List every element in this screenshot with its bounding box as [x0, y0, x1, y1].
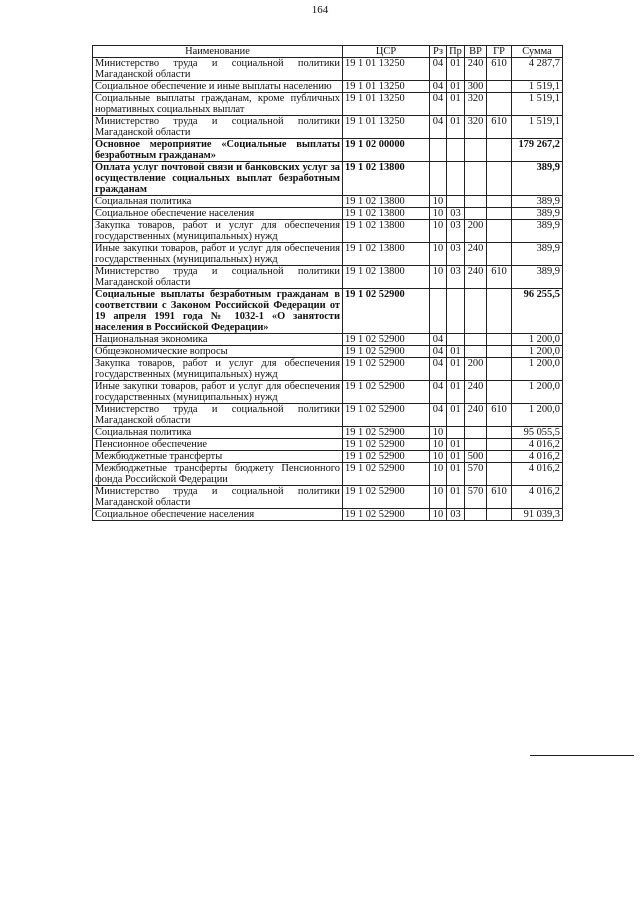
cell-rz — [430, 162, 447, 196]
cell-vr — [465, 289, 487, 334]
cell-csr: 19 1 02 00000 — [343, 139, 430, 162]
cell-csr: 19 1 02 52900 — [343, 334, 430, 346]
cell-gr — [487, 427, 512, 439]
cell-csr: 19 1 01 13250 — [343, 81, 430, 93]
table-row — [93, 289, 563, 334]
cell-name: Оплата услуг почтовой связи и банковских услуг за осуществление социальных выплат безработным гражданам — [93, 162, 343, 196]
cell-rz: 04 — [430, 93, 447, 116]
cell-rz: 04 — [430, 334, 447, 346]
cell-pr: 03 — [447, 243, 465, 266]
cell-gr — [487, 208, 512, 220]
cell-pr: 01 — [447, 346, 465, 358]
cell-vr: 240 — [465, 58, 487, 81]
cell-rz: 04 — [430, 358, 447, 381]
table-row — [93, 220, 563, 243]
cell-name: Закупка товаров, работ и услуг для обеспечения государственных (муниципальных) нужд — [93, 220, 343, 243]
cell-rz: 04 — [430, 81, 447, 93]
header-sum: Сумма — [512, 46, 563, 58]
table-row — [93, 196, 563, 208]
budget-table — [92, 45, 563, 521]
cell-csr: 19 1 02 52900 — [343, 439, 430, 451]
table-row — [93, 346, 563, 358]
cell-rz: 10 — [430, 451, 447, 463]
cell-csr: 19 1 02 13800 — [343, 208, 430, 220]
header-pr: Пр — [447, 46, 465, 58]
cell-vr — [465, 427, 487, 439]
cell-name: Министерство труда и социальной политики Магаданской области — [93, 266, 343, 289]
header-csr: ЦСР — [343, 46, 430, 58]
cell-vr — [465, 346, 487, 358]
cell-name: Межбюджетные трансферты бюджету Пенсионного фонда Российской Федерации — [93, 463, 343, 486]
cell-vr: 200 — [465, 220, 487, 243]
cell-name: Межбюджетные трансферты — [93, 451, 343, 463]
cell-gr — [487, 243, 512, 266]
cell-sum: 1 200,0 — [512, 346, 563, 358]
cell-csr: 19 1 02 52900 — [343, 451, 430, 463]
cell-gr — [487, 289, 512, 334]
cell-pr: 03 — [447, 509, 465, 521]
cell-pr: 01 — [447, 81, 465, 93]
table-row — [93, 162, 563, 196]
cell-rz — [430, 289, 447, 334]
cell-vr: 570 — [465, 486, 487, 509]
cell-gr — [487, 346, 512, 358]
cell-sum: 4 016,2 — [512, 451, 563, 463]
cell-gr — [487, 358, 512, 381]
cell-gr: 610 — [487, 266, 512, 289]
cell-rz: 10 — [430, 439, 447, 451]
cell-vr: 570 — [465, 463, 487, 486]
table-row — [93, 404, 563, 427]
cell-pr: 03 — [447, 208, 465, 220]
cell-gr — [487, 439, 512, 451]
cell-sum: 1 519,1 — [512, 81, 563, 93]
cell-sum: 1 519,1 — [512, 93, 563, 116]
cell-name: Социальное обеспечение и иные выплаты населению — [93, 81, 343, 93]
table-row — [93, 266, 563, 289]
cell-pr: 03 — [447, 266, 465, 289]
cell-name: Закупка товаров, работ и услуг для обеспечения государственных (муниципальных) нужд — [93, 358, 343, 381]
cell-csr: 19 1 02 13800 — [343, 266, 430, 289]
cell-rz: 10 — [430, 196, 447, 208]
table-row — [93, 451, 563, 463]
table-header-row — [93, 46, 563, 58]
cell-name: Министерство труда и социальной политики Магаданской области — [93, 404, 343, 427]
cell-name: Министерство труда и социальной политики Магаданской области — [93, 58, 343, 81]
header-vr: ВР — [465, 46, 487, 58]
cell-pr: 01 — [447, 451, 465, 463]
cell-vr: 320 — [465, 93, 487, 116]
cell-vr: 300 — [465, 81, 487, 93]
cell-pr: 01 — [447, 93, 465, 116]
cell-vr — [465, 196, 487, 208]
cell-sum: 389,9 — [512, 243, 563, 266]
cell-csr: 19 1 02 52900 — [343, 427, 430, 439]
cell-rz: 10 — [430, 463, 447, 486]
table-row — [93, 208, 563, 220]
cell-pr — [447, 427, 465, 439]
cell-pr — [447, 162, 465, 196]
cell-pr — [447, 139, 465, 162]
table-row — [93, 116, 563, 139]
cell-rz: 10 — [430, 486, 447, 509]
cell-name: Социальная политика — [93, 196, 343, 208]
cell-name: Социальное обеспечение населения — [93, 509, 343, 521]
cell-pr: 01 — [447, 358, 465, 381]
cell-pr: 01 — [447, 463, 465, 486]
footer-rule — [530, 755, 634, 756]
cell-sum: 95 055,5 — [512, 427, 563, 439]
cell-name: Национальная экономика — [93, 334, 343, 346]
cell-vr — [465, 439, 487, 451]
cell-vr: 500 — [465, 451, 487, 463]
cell-gr — [487, 463, 512, 486]
table-row — [93, 93, 563, 116]
cell-vr: 240 — [465, 404, 487, 427]
table-row — [93, 509, 563, 521]
cell-sum: 389,9 — [512, 162, 563, 196]
cell-csr: 19 1 01 13250 — [343, 58, 430, 81]
cell-vr — [465, 139, 487, 162]
cell-sum: 4 016,2 — [512, 463, 563, 486]
cell-vr: 240 — [465, 243, 487, 266]
cell-rz: 04 — [430, 381, 447, 404]
cell-name: Иные закупки товаров, работ и услуг для обеспечения государственных (муниципальных) нужд — [93, 243, 343, 266]
cell-pr: 03 — [447, 220, 465, 243]
cell-name: Основное мероприятие «Социальные выплаты безработным гражданам» — [93, 139, 343, 162]
cell-pr: 01 — [447, 404, 465, 427]
cell-gr — [487, 81, 512, 93]
cell-gr — [487, 162, 512, 196]
cell-csr: 19 1 02 52900 — [343, 358, 430, 381]
cell-gr — [487, 196, 512, 208]
cell-csr: 19 1 02 13800 — [343, 220, 430, 243]
cell-name: Социальные выплаты гражданам, кроме публичных нормативных социальных выплат — [93, 93, 343, 116]
cell-sum: 1 200,0 — [512, 358, 563, 381]
cell-sum: 4 016,2 — [512, 486, 563, 509]
table-row — [93, 334, 563, 346]
cell-sum: 179 267,2 — [512, 139, 563, 162]
cell-rz: 10 — [430, 427, 447, 439]
table-body — [93, 58, 563, 521]
cell-sum: 389,9 — [512, 266, 563, 289]
cell-csr: 19 1 02 13800 — [343, 162, 430, 196]
cell-gr — [487, 139, 512, 162]
cell-name: Иные закупки товаров, работ и услуг для обеспечения государственных (муниципальных) нужд — [93, 381, 343, 404]
table-row — [93, 58, 563, 81]
header-gr: ГР — [487, 46, 512, 58]
cell-pr — [447, 334, 465, 346]
cell-sum: 4 016,2 — [512, 439, 563, 451]
cell-vr: 320 — [465, 116, 487, 139]
cell-name: Министерство труда и социальной политики Магаданской области — [93, 486, 343, 509]
cell-name: Социальное обеспечение населения — [93, 208, 343, 220]
cell-vr — [465, 509, 487, 521]
cell-gr — [487, 509, 512, 521]
cell-sum: 389,9 — [512, 208, 563, 220]
cell-csr: 19 1 02 52900 — [343, 463, 430, 486]
cell-pr: 01 — [447, 439, 465, 451]
table-row — [93, 243, 563, 266]
table-row — [93, 358, 563, 381]
cell-csr: 19 1 02 52900 — [343, 381, 430, 404]
table-row — [93, 427, 563, 439]
cell-rz: 10 — [430, 220, 447, 243]
table-row — [93, 81, 563, 93]
cell-rz: 04 — [430, 346, 447, 358]
cell-csr: 19 1 02 52900 — [343, 289, 430, 334]
cell-rz: 04 — [430, 404, 447, 427]
cell-gr — [487, 334, 512, 346]
table-row — [93, 463, 563, 486]
cell-vr — [465, 162, 487, 196]
cell-pr — [447, 289, 465, 334]
cell-csr: 19 1 01 13250 — [343, 93, 430, 116]
cell-pr — [447, 196, 465, 208]
cell-sum: 389,9 — [512, 196, 563, 208]
cell-sum: 96 255,5 — [512, 289, 563, 334]
cell-rz: 10 — [430, 266, 447, 289]
cell-vr — [465, 334, 487, 346]
cell-rz: 04 — [430, 116, 447, 139]
cell-csr: 19 1 02 13800 — [343, 243, 430, 266]
header-rz: Рз — [430, 46, 447, 58]
cell-vr: 200 — [465, 358, 487, 381]
cell-sum: 1 200,0 — [512, 404, 563, 427]
cell-name: Социальные выплаты безработным гражданам в соответствии с Законом Российской Федерации от 19 апреля 1991 года № 1032-1 «О занятости населения в Российской Федерации» — [93, 289, 343, 334]
cell-sum: 389,9 — [512, 220, 563, 243]
table-row — [93, 439, 563, 451]
cell-sum: 1 519,1 — [512, 116, 563, 139]
cell-gr: 610 — [487, 486, 512, 509]
cell-gr — [487, 381, 512, 404]
cell-name: Пенсионное обеспечение — [93, 439, 343, 451]
cell-csr: 19 1 01 13250 — [343, 116, 430, 139]
cell-gr: 610 — [487, 58, 512, 81]
cell-csr: 19 1 02 13800 — [343, 196, 430, 208]
table-row — [93, 381, 563, 404]
cell-rz: 10 — [430, 208, 447, 220]
cell-gr — [487, 220, 512, 243]
cell-rz: 10 — [430, 243, 447, 266]
cell-gr: 610 — [487, 404, 512, 427]
cell-csr: 19 1 02 52900 — [343, 404, 430, 427]
cell-sum: 1 200,0 — [512, 381, 563, 404]
cell-pr: 01 — [447, 58, 465, 81]
page-number: 164 — [311, 4, 329, 16]
cell-name: Общеэкономические вопросы — [93, 346, 343, 358]
cell-rz: 10 — [430, 509, 447, 521]
cell-gr — [487, 93, 512, 116]
cell-sum: 91 039,3 — [512, 509, 563, 521]
cell-sum: 1 200,0 — [512, 334, 563, 346]
cell-pr: 01 — [447, 116, 465, 139]
cell-gr: 610 — [487, 116, 512, 139]
cell-name: Социальная политика — [93, 427, 343, 439]
cell-rz — [430, 139, 447, 162]
header-name: Наименование — [93, 46, 343, 58]
cell-csr: 19 1 02 52900 — [343, 486, 430, 509]
cell-name: Министерство труда и социальной политики Магаданской области — [93, 116, 343, 139]
cell-csr: 19 1 02 52900 — [343, 509, 430, 521]
cell-vr: 240 — [465, 266, 487, 289]
cell-pr: 01 — [447, 381, 465, 404]
cell-rz: 04 — [430, 58, 447, 81]
table-row — [93, 486, 563, 509]
cell-vr — [465, 208, 487, 220]
cell-pr: 01 — [447, 486, 465, 509]
cell-sum: 4 287,7 — [512, 58, 563, 81]
cell-vr: 240 — [465, 381, 487, 404]
cell-csr: 19 1 02 52900 — [343, 346, 430, 358]
cell-gr — [487, 451, 512, 463]
table-row — [93, 139, 563, 162]
